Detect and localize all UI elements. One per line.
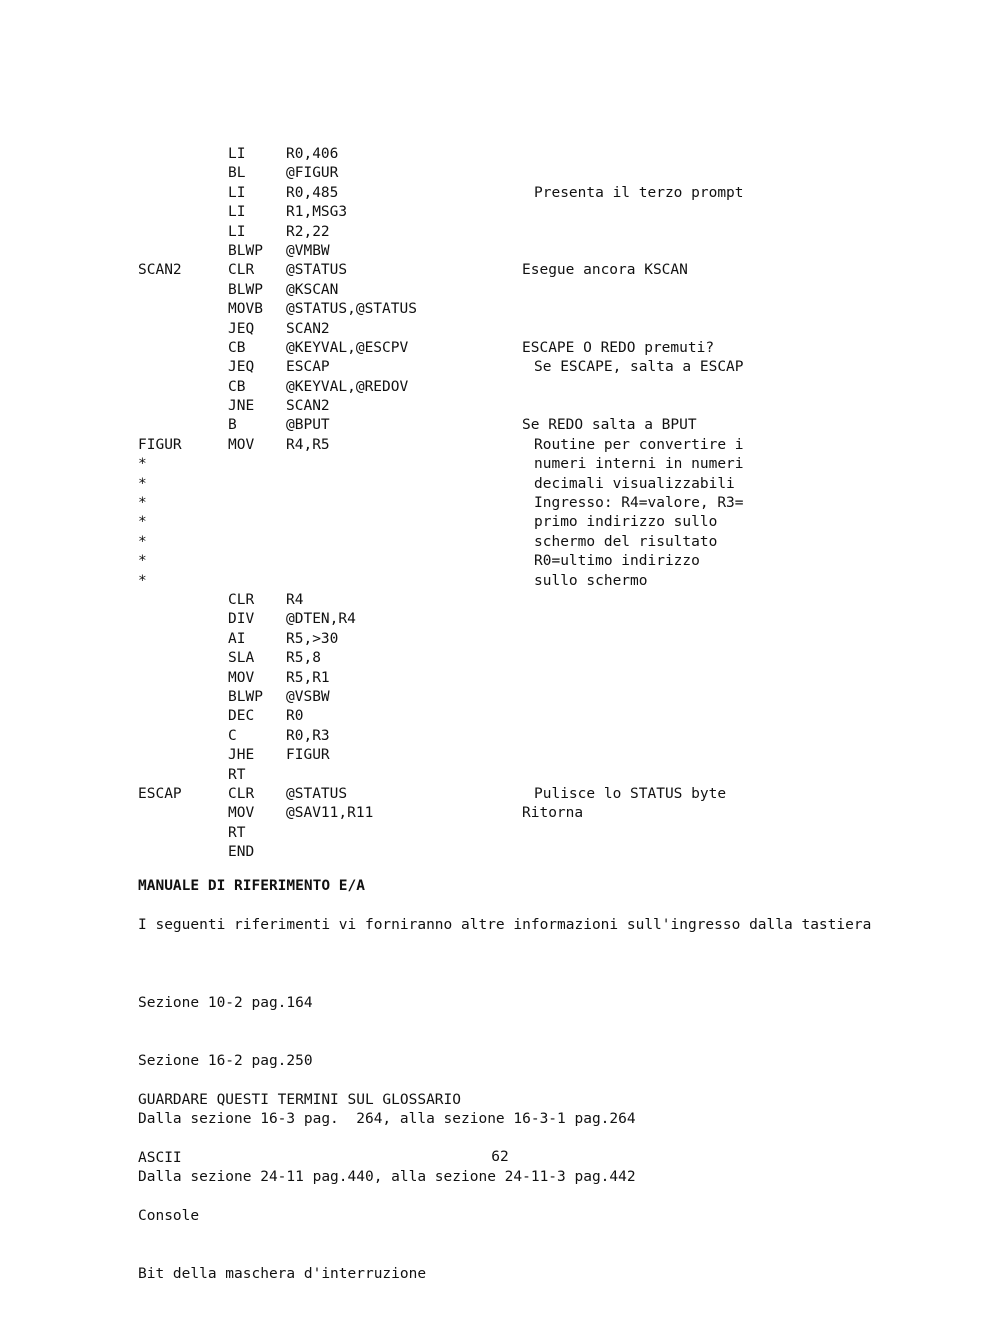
code-comment: Esegue ancora KSCAN	[522, 262, 688, 279]
code-operand: @STATUS	[286, 262, 348, 279]
code-line	[0, 785, 1000, 804]
code-comment: Ritorna	[522, 805, 584, 822]
code-operand: @DTEN,R4	[286, 611, 356, 628]
code-opcode: LI	[228, 146, 246, 162]
code-operand: R5,R1	[286, 669, 330, 686]
code-opcode: MOV	[228, 436, 255, 453]
code-opcode: CB	[228, 339, 246, 356]
intro-paragraph: I seguenti riferimenti vi forniranno altre informazioni sull'ingresso dalla tastiera	[138, 917, 872, 933]
code-label: *	[138, 553, 147, 570]
code-line	[0, 436, 1000, 455]
code-opcode: LI	[228, 204, 246, 221]
code-line	[0, 358, 1000, 377]
code-opcode: JEQ	[228, 320, 255, 337]
reference-item: Dalla sezione 16-3 pag. 264, alla sezione 16-3-1 pag.264	[138, 1111, 636, 1128]
code-line	[0, 397, 1000, 416]
code-line	[0, 223, 1000, 242]
code-opcode: MOV	[228, 669, 255, 686]
code-operand: @FIGUR	[286, 165, 339, 182]
code-line	[0, 145, 1000, 164]
code-label: SCAN2	[138, 262, 182, 279]
code-line	[0, 261, 1000, 280]
code-comment: decimali visualizzabili	[534, 475, 735, 492]
code-line	[0, 591, 1000, 610]
code-opcode: MOVB	[228, 301, 263, 318]
code-line	[0, 746, 1000, 765]
code-comment: Pulisce lo STATUS byte	[534, 785, 727, 802]
code-opcode: BLWP	[228, 242, 263, 259]
reference-item: Sezione 16-2 pag.250	[138, 1053, 313, 1070]
code-opcode: CLR	[228, 591, 255, 608]
code-operand: R0,R3	[286, 727, 330, 744]
code-operand: @STATUS,@STATUS	[286, 301, 417, 318]
code-line	[0, 766, 1000, 785]
code-line	[0, 610, 1000, 629]
code-opcode: MOV	[228, 805, 255, 822]
code-label: *	[138, 572, 147, 589]
code-opcode: C	[228, 727, 237, 744]
code-operand: R4,R5	[286, 436, 330, 453]
code-line	[0, 320, 1000, 339]
code-operand: R0	[286, 708, 304, 725]
code-opcode: BLWP	[228, 281, 263, 298]
code-opcode: AI	[228, 630, 246, 647]
glossary-title: GUARDARE QUESTI TERMINI SUL GLOSSARIO	[138, 1091, 462, 1108]
code-line	[0, 455, 1000, 474]
code-operand: @BPUT	[286, 417, 330, 434]
code-operand: @KEYVAL,@REDOV	[286, 378, 409, 395]
glossary-section	[138, 1052, 898, 1324]
code-operand: R4	[286, 591, 304, 608]
page-number: 62	[491, 1149, 509, 1165]
code-comment: sullo schermo	[534, 572, 648, 589]
code-line	[0, 533, 1000, 552]
code-opcode: JHE	[228, 747, 255, 764]
code-opcode: DIV	[228, 611, 255, 628]
code-comment: primo indirizzo sullo	[534, 514, 718, 531]
glossary-term: Bit della maschera d'interruzione	[138, 1266, 427, 1283]
code-opcode: LI	[228, 223, 246, 240]
code-operand: R2,22	[286, 223, 330, 240]
code-line	[0, 630, 1000, 649]
code-operand: R5,8	[286, 650, 321, 667]
code-comment: numeri interni in numeri	[534, 456, 744, 473]
code-line	[0, 281, 1000, 300]
code-operand: SCAN2	[286, 320, 330, 337]
code-operand: R1,MSG3	[286, 204, 348, 221]
code-operand: @VMBW	[286, 242, 330, 259]
code-line	[0, 843, 1000, 862]
code-line	[0, 300, 1000, 319]
code-label: ESCAP	[138, 785, 182, 802]
reference-item: Sezione 10-2 pag.164	[138, 994, 313, 1011]
code-line	[0, 203, 1000, 222]
code-line	[0, 669, 1000, 688]
code-opcode: CB	[228, 378, 246, 395]
code-operand: @KEYVAL,@ESCPV	[286, 339, 409, 356]
code-line	[0, 707, 1000, 726]
code-line	[0, 339, 1000, 358]
code-line	[0, 688, 1000, 707]
code-comment: Se ESCAPE, salta a ESCAP	[534, 359, 744, 376]
glossary-term: ASCII	[138, 1150, 182, 1167]
code-line	[0, 804, 1000, 823]
code-label: FIGUR	[138, 436, 182, 453]
code-operand: @SAV11,R11	[286, 805, 374, 822]
code-opcode: RT	[228, 766, 246, 783]
code-operand: R0,485	[286, 184, 339, 201]
code-opcode: END	[228, 844, 255, 861]
code-label: *	[138, 514, 147, 531]
code-opcode: DEC	[228, 708, 255, 725]
code-label: *	[138, 475, 147, 492]
section-heading: MANUALE DI RIFERIMENTO E/A	[138, 878, 365, 894]
code-label: *	[138, 533, 147, 550]
code-operand: R5,>30	[286, 630, 339, 647]
code-opcode: SLA	[228, 650, 255, 667]
code-opcode: BLWP	[228, 688, 263, 705]
code-line	[0, 494, 1000, 513]
code-operand: @STATUS	[286, 785, 348, 802]
code-comment: Presenta il terzo prompt	[534, 184, 744, 201]
code-comment: R0=ultimo indirizzo	[534, 553, 700, 570]
code-operand: FIGUR	[286, 747, 330, 764]
code-line	[0, 378, 1000, 397]
assembly-listing	[0, 145, 1000, 862]
code-operand: R0,406	[286, 146, 339, 162]
code-line	[0, 416, 1000, 435]
code-comment: schermo del risultato	[534, 533, 718, 550]
code-opcode: BL	[228, 165, 246, 182]
code-line	[0, 184, 1000, 203]
code-line	[0, 242, 1000, 261]
code-line	[0, 164, 1000, 183]
code-operand: @KSCAN	[286, 281, 339, 298]
code-comment: Routine per convertire i	[534, 436, 744, 453]
code-comment: Se REDO salta a BPUT	[522, 417, 697, 434]
code-operand: SCAN2	[286, 398, 330, 415]
code-label: *	[138, 456, 147, 473]
code-opcode: B	[228, 417, 237, 434]
code-line	[0, 727, 1000, 746]
code-opcode: JEQ	[228, 359, 255, 376]
code-line	[0, 649, 1000, 668]
code-line	[0, 824, 1000, 843]
code-label: *	[138, 495, 147, 512]
code-line	[0, 513, 1000, 532]
code-comment: ESCAPE O REDO premuti?	[522, 339, 715, 356]
code-opcode: RT	[228, 824, 246, 841]
reference-item: Dalla sezione 24-11 pag.440, alla sezione 24-11-3 pag.442	[138, 1169, 636, 1186]
code-operand: @VSBW	[286, 688, 330, 705]
code-opcode: JNE	[228, 398, 255, 415]
code-opcode: LI	[228, 184, 246, 201]
code-line	[0, 572, 1000, 591]
code-opcode: CLR	[228, 262, 255, 279]
code-comment: Ingresso: R4=valore, R3=	[534, 495, 744, 512]
glossary-term: Console	[138, 1208, 200, 1225]
code-line	[0, 475, 1000, 494]
code-operand: ESCAP	[286, 359, 330, 376]
code-opcode: CLR	[228, 785, 255, 802]
code-line	[0, 552, 1000, 571]
